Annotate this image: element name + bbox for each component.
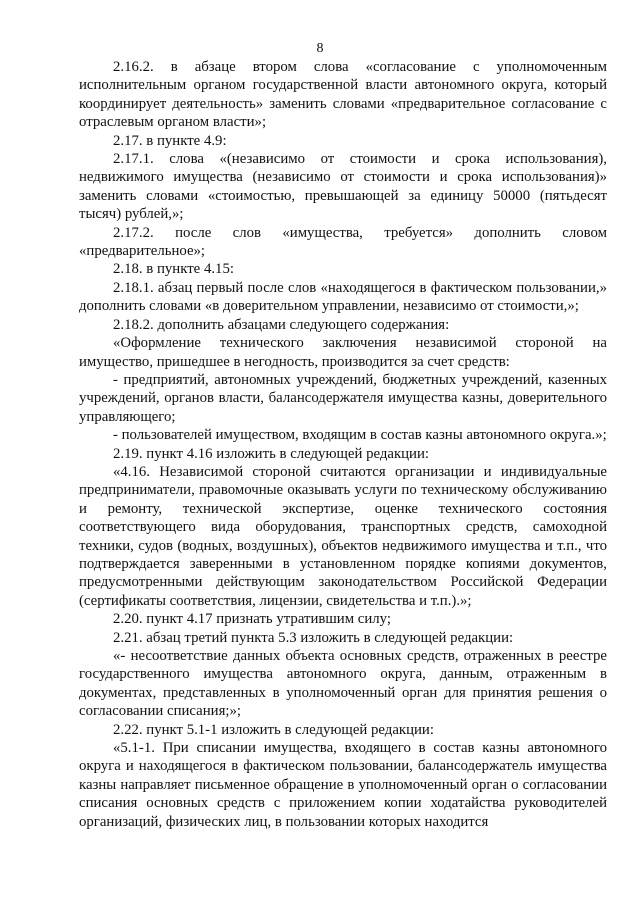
paragraph-2-17-1: 2.17.1. слова «(независимо от стоимости и срока использования), недвижимого имущества (независимо от стоимости и срока использования)» заменить словами «стоимостью, превышающей за единицу 50000 (пятьдесят тысяч) рублей,»; xyxy=(79,151,607,223)
paragraph-2-17: 2.17. в пункте 4.9: xyxy=(113,132,227,149)
page-number: 8 xyxy=(316,41,324,56)
paragraph-list-item-users: - пользователей имуществом, входящим в состав казны автономного округа.»; xyxy=(113,427,607,444)
paragraph-quote-5-3: «- несоответствие данных объекта основных средств, отраженных в реестре государственного имущества автономного округа, данным, отраженным в документах, представленных в уполномоченный орган для принятия решения о согласовании списания;»; xyxy=(79,648,607,720)
paragraph-list-item-enterprises: - предприятий, автономных учреждений, бюджетных учреждений, казенных учреждений, органов власти, балансодержателя имущества казны, доверительного управляющего; xyxy=(79,371,607,425)
paragraph-2-18: 2.18. в пункте 4.15: xyxy=(113,261,234,278)
paragraph-quote-5-1-1: «5.1-1. При списании имущества, входящего в состав казны автономного округа и находящегося в фактическом пользовании, балансодержатель имущества казны направляет письменное обращение в уполномоченный орган о согласовании списания основных средств с приложением копии ходатайства руководителей организаций, физических лиц, в пользовании которых находится xyxy=(79,740,607,830)
paragraph-2-21: 2.21. абзац третий пункта 5.3 изложить в следующей редакции: xyxy=(113,629,514,646)
paragraph-2-18-2: 2.18.2. дополнить абзацами следующего содержания: xyxy=(113,316,450,333)
paragraph-2-19: 2.19. пункт 4.16 изложить в следующей редакции: xyxy=(113,445,430,462)
paragraph-2-20: 2.20. пункт 4.17 признать утратившим силу; xyxy=(113,611,391,628)
paragraph-2-16-2: 2.16.2. в абзаце втором слова «согласование с уполномоченным исполнительным органом государственной власти автономного округа, который координирует деятельность» заменить словами «предварительное согласование с отраслевым органом власти»; xyxy=(79,59,607,131)
paragraph-2-18-1: 2.18.1. абзац первый после слов «находящегося в фактическом пользовании,» дополнить словами «в доверительном управлении, независимо от стоимости,»; xyxy=(79,279,607,315)
paragraph-2-22: 2.22. пункт 5.1-1 изложить в следующей редакции: xyxy=(113,721,434,738)
paragraph-quote-4-16: «4.16. Независимой стороной считаются организации и индивидуальные предприниматели, правомочные оказывать услуги по техническому обслуживанию и ремонту, технической экспертизе, оценке технического состояния соответствующего вида оборудования, транспортных средств, самоходной техники, судов (водных, воздушных), объектов недвижимого имущества и т.п., что подтверждается заверенными в установленном порядке копиями документов, предусмотренными действующим законодательством Российской Федерации (сертификаты соответствия, лицензии, свидетельства и т.п.).»; xyxy=(79,463,607,609)
paragraph-2-17-2: 2.17.2. после слов «имущества, требуется» дополнить словом «предварительное»; xyxy=(79,224,607,260)
paragraph-quote-technical-conclusion: «Оформление технического заключения независимой стороной на имущество, пришедшее в негодность, производится за счет средств: xyxy=(79,335,607,370)
document-body xyxy=(79,58,607,831)
